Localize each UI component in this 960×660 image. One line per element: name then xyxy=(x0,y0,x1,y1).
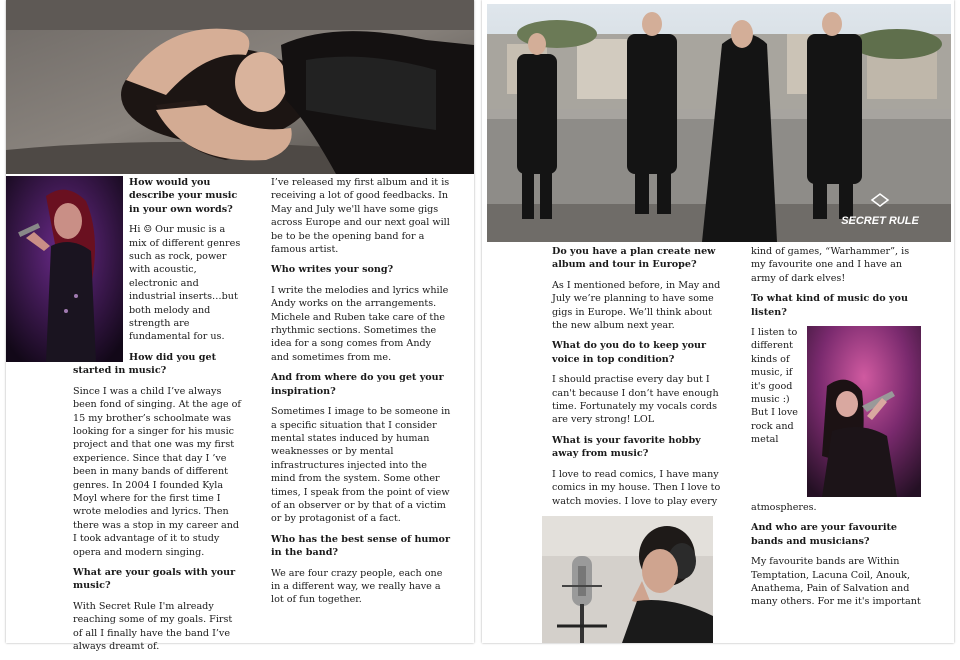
right-page-column-1 xyxy=(552,245,724,515)
left-magazine-page xyxy=(6,0,474,652)
question-voice-condition: What do you do to keep your voice in top condition? xyxy=(552,340,706,365)
answer-voice-condition: I should practise every day but I can't because I don’t have enough time. Fortunately my vocals cords are very strong! LOL xyxy=(552,374,719,426)
question-goals: What are your goals with your music? xyxy=(73,566,236,592)
singer-stage-photo xyxy=(807,326,921,497)
left-col1-flow xyxy=(73,176,243,660)
answer-games-continued: kind of games, “Warhammer”, is my favourite one and I have an army of dark elves! xyxy=(751,246,910,284)
answer-goals: With Secret Rule I'm already reaching some of my goals. First of all I finally have the band I’ve always dreamt of. xyxy=(73,600,233,652)
question-describe: How would you describe your music in your own words? xyxy=(129,177,238,215)
answer-inspiration: Sometimes I image to be someone in a specific situation that I consider mental states induced by human weaknesses or by mental infrastructures injected into the mind from the system. Some other times, I speak from the point of view of an observer or by that of a victim or by protagonist of a fact. xyxy=(271,406,451,525)
answer-music-listen: I listen to different kinds of music, if it's good music :) But I love rock and metal atmospheres. xyxy=(751,327,817,514)
question-plan-album: Do you have a plan create new album and tour in Europe? xyxy=(552,246,716,271)
question-humor: Who has the best sense of humor in the band? xyxy=(271,533,451,559)
question-hobby: What is your favorite hobby away from music? xyxy=(552,434,701,460)
band-photo xyxy=(487,4,951,242)
answer-favourite-bands: My favourite bands are Within Temptation, Lacuna Coil, Anouk, Anathema, Pain of Salvation and many others. For me it's important xyxy=(751,556,921,608)
answer-who-writes: I write the melodies and lyrics while Andy works on the arrangements. Michele and Ruben take care of the rhythmic sections. Sometimes the idea for a song comes from Andy and sometimes from me. xyxy=(271,284,449,363)
answer-get-started: Since I was a child I’ve always been fond of singing. At the age of 15 my brother’s schoolmate was looking for a singer for his music project and that one was my first experience. Since that day I ’ve been in many bands of different genres. In 2004 I founded Kyla Moyl where for the first time I wrote melodies and lyrics. Then there was a stop in my career and I took advantage of it to study opera and modern singing. xyxy=(73,385,241,558)
question-who-writes: Who writes your song? xyxy=(271,264,394,276)
answer-hobby: I love to read comics, I have many comics in my house. Then I love to watch movies. I love to play every xyxy=(552,468,721,507)
answer-plan-album: As I mentioned before, in May and July we’re planning to have some gigs in Europe. We’ll think about the new album next year. xyxy=(552,279,721,332)
question-get-started: How did you get started in music? xyxy=(73,351,216,377)
secret-rule-logo-text: SECRET RULE xyxy=(841,215,919,227)
answer-humor: We are four crazy people, each one in a different way, we really have a lot of fun together. xyxy=(271,567,443,606)
answer-continued: I’ve released my first album and it is receiving a lot of good feedbacks. In May and July we'll have some gigs across Europe and our next goal will be to be the opening band for a famous artist. xyxy=(271,177,450,256)
studio-microphone-photo xyxy=(542,516,713,643)
left-page-column-2 xyxy=(271,176,451,614)
answer-describe: Hi ☺ Our music is a mix of different genres such as rock, power with acoustic, electronic and industrial inserts…but both melody and strength are fundamental for us. xyxy=(129,224,241,343)
right-page-column-2 xyxy=(751,245,921,616)
question-favourite-bands: And who are your favourite bands and musicians? xyxy=(751,522,898,547)
right-magazine-page xyxy=(482,0,954,643)
question-inspiration: And from where do you get your inspiration? xyxy=(271,372,444,397)
singer-lying-photo xyxy=(6,0,474,174)
question-music-listen: To what kind of music do you listen? xyxy=(751,293,908,318)
